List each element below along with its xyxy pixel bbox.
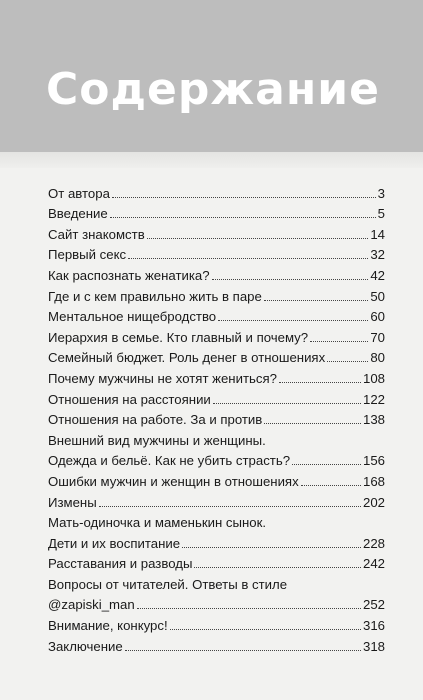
- toc-entry-page: 156: [362, 453, 385, 469]
- toc-entry-page: 318: [362, 638, 385, 654]
- toc-entry-page: 252: [362, 597, 385, 613]
- toc-entry: [48, 427, 385, 448]
- toc-entry-title: Внешний вид мужчины и женщины.: [48, 432, 266, 448]
- toc-entry: [48, 221, 385, 242]
- header-band: [0, 0, 423, 152]
- toc-entry: [48, 468, 385, 489]
- dot-leader: [301, 485, 361, 486]
- toc-entry: [48, 283, 385, 304]
- toc-entry: [48, 489, 385, 510]
- toc-entry-title: Мать-одиночка и маменькин сынок.: [48, 515, 267, 531]
- toc-entry-title: Отношения на расстоянии: [48, 391, 211, 407]
- toc-entry-page: 60: [370, 309, 385, 325]
- toc-entry-title: Как распознать женатика?: [48, 267, 210, 283]
- toc-entry: [48, 633, 385, 654]
- toc-entry-page: 14: [370, 226, 385, 242]
- toc-entry: [48, 571, 385, 592]
- toc-entry: [48, 530, 385, 551]
- dot-leader: [327, 361, 368, 362]
- toc-entry-title: Вопросы от читателей. Ответы в стиле: [48, 576, 288, 592]
- toc-entry-page: 168: [362, 473, 385, 489]
- toc-entry: [48, 386, 385, 407]
- toc-entry: [48, 180, 385, 201]
- toc-entry-page: 5: [377, 206, 385, 222]
- toc-entry-title: Иерархия в семье. Кто главный и почему?: [48, 329, 309, 345]
- toc-entry-title: Введение: [48, 206, 108, 222]
- toc-entry-page: 32: [370, 247, 385, 263]
- toc-entry: [48, 201, 385, 222]
- dot-leader: [147, 238, 369, 239]
- dot-leader: [310, 341, 368, 342]
- toc-entry-page: 122: [362, 391, 385, 407]
- dot-leader: [194, 567, 361, 568]
- toc-entry: [48, 551, 385, 572]
- toc-entry-title: Ошибки мужчин и женщин в отношениях: [48, 473, 299, 489]
- toc-entry: [48, 345, 385, 366]
- dot-leader: [99, 506, 361, 507]
- toc-entry: [48, 448, 385, 469]
- toc-entry-title: От автора: [48, 185, 110, 201]
- toc-entry-title: Одежда и бельё. Как не убить страсть?: [48, 453, 291, 469]
- toc-entry-title: Отношения на работе. За и против: [48, 412, 263, 428]
- toc-entry-title: Расставания и разводы: [48, 556, 193, 572]
- toc-entry-page: 50: [370, 288, 385, 304]
- toc-entry-title: Измены: [48, 494, 97, 510]
- toc-entry-title: Внимание, конкурс!: [48, 618, 168, 634]
- toc-entry: [48, 365, 385, 386]
- toc-entry: [48, 304, 385, 325]
- page-title: Содержание: [46, 64, 380, 115]
- toc-entry-page: 228: [362, 535, 385, 551]
- toc-entry-title: Дети и их воспитание: [48, 535, 181, 551]
- toc-entry: [48, 592, 385, 613]
- toc-entry: [48, 262, 385, 283]
- toc-entry-page: 70: [370, 329, 385, 345]
- toc-entry-page: 3: [377, 185, 385, 201]
- toc-entry-title: Где и с кем правильно жить в паре: [48, 288, 262, 304]
- toc-entry-page: 80: [370, 350, 385, 366]
- dot-leader: [213, 403, 361, 404]
- toc-entry-page: 202: [362, 494, 385, 510]
- dot-leader: [264, 300, 369, 301]
- dot-leader: [128, 258, 368, 259]
- toc-entry: [48, 324, 385, 345]
- dot-leader: [110, 217, 376, 218]
- toc-entry-page: 108: [362, 370, 385, 386]
- dot-leader: [264, 423, 361, 424]
- toc-entry-title: Сайт знакомств: [48, 226, 145, 242]
- toc-entry-page: 242: [362, 556, 385, 572]
- dot-leader: [112, 197, 376, 198]
- table-of-contents: [48, 180, 385, 654]
- toc-entry-title: Первый секс: [48, 247, 127, 263]
- toc-entry: [48, 510, 385, 531]
- dot-leader: [279, 382, 361, 383]
- divider-band: [0, 152, 423, 168]
- toc-entry-title: @zapiski_man: [48, 597, 135, 613]
- dot-leader: [125, 650, 361, 651]
- toc-entry-page: 42: [370, 267, 385, 283]
- toc-entry-page: 316: [362, 618, 385, 634]
- toc-entry: [48, 242, 385, 263]
- dot-leader: [218, 320, 368, 321]
- toc-entry-title: Ментальное нищебродство: [48, 309, 217, 325]
- toc-entry-page: 138: [362, 412, 385, 428]
- toc-entry-title: Семейный бюджет. Роль денег в отношениях: [48, 350, 326, 366]
- toc-entry: [48, 612, 385, 633]
- toc-entry-title: Заключение: [48, 638, 123, 654]
- dot-leader: [182, 547, 361, 548]
- dot-leader: [212, 279, 369, 280]
- toc-entry: [48, 407, 385, 428]
- dot-leader: [137, 608, 361, 609]
- toc-entry-title: Почему мужчины не хотят жениться?: [48, 370, 277, 386]
- dot-leader: [170, 629, 361, 630]
- dot-leader: [292, 464, 361, 465]
